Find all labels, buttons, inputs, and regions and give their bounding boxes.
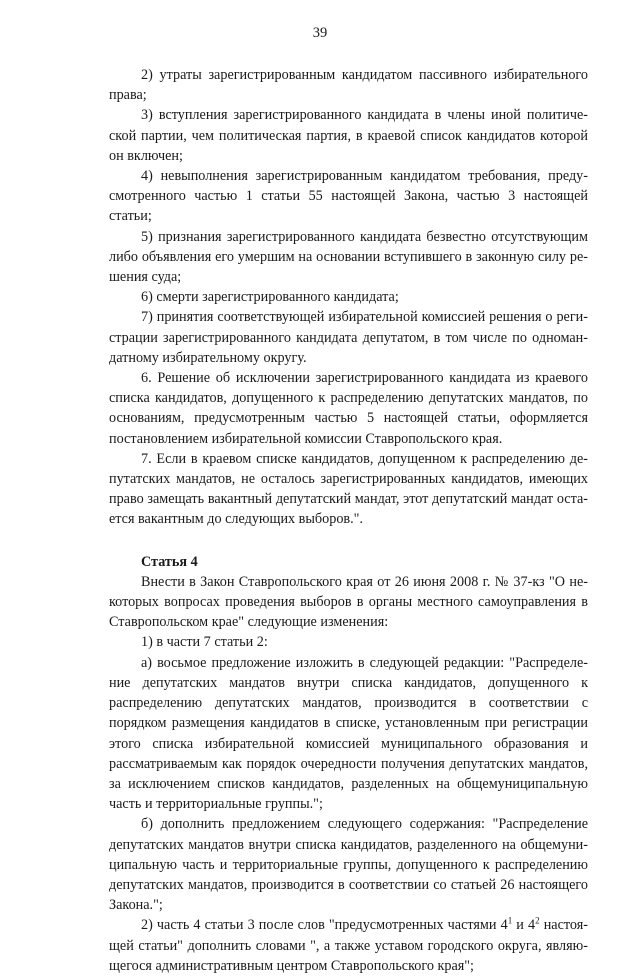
paragraph: 7. Если в краевом списке кандидатов, допущенном к распределению депутатских мандатов, не осталось зарегистрированных кандидатов, имеющих право замещать вакантный депутатский мандат, этот депутатский мандат остается вакантным до следующих выборов.".: [109, 450, 588, 528]
paragraph: Внести в Закон Ставропольского края от 26 июня 2008 г. № 37-кз "О некоторых вопросах проведения выборов в органы местного самоуправления в Ставропольском крае" следующие изменения:: [109, 573, 588, 631]
paragraph: 6) смерти зарегистрированного кандидата;: [141, 289, 399, 306]
paragraph: 5) признания зарегистрированного кандидата безвестно отсутствующим либо объявления его умершим на основании вступившего в законную силу решения суда;: [109, 228, 588, 286]
document-body: [109, 65, 588, 976]
superscript: 2: [535, 915, 540, 926]
page-number: 39: [312, 25, 328, 41]
text-fragment: и 4: [512, 917, 536, 934]
paragraph: 6. Решение об исключении зарегистрированного кандидата из краевого списка кандидатов, допущенного к распределению депутатских мандатов, по основаниям, предусмотренным частью 5 настоящей статьи, оформляется постановлением избирательной комиссии Ставропольского края.: [109, 370, 588, 447]
text-fragment: настоящей статьи" дополнить словами ", а также уставом городского округа, являющегося административным центром Ставропольского края";: [109, 917, 588, 974]
paragraph: 7) принятия соответствующей избирательной комиссией решения о регистрации зарегистрированного кандидата депутатом, в том числе по одномандатному избирательному округу.: [109, 309, 588, 366]
paragraph: 3) вступления зарегистрированного кандидата в члены иной политической партии, чем политическая партия, в краевой список кандидатов которой он включен;: [109, 107, 588, 164]
paragraph: 1) в части 7 статьи 2:: [141, 634, 268, 651]
article-heading: Статья 4: [141, 553, 198, 570]
paragraph: а) восьмое предложение изложить в следующей редакции: "Распределение депутатских мандатов внутри списка кандидатов, допущенного к распределению депутатских мандатов, производится в соответствии с порядком размещения кандидатов в списке, установленным при регистрации этого списка избирательной комиссией муниципального образования и рассматриваемым как порядок очередности получения депутатских мандатов, за исключением списков кандидатов, разделенных на общемуниципальную часть и территориальные группы.";: [109, 654, 588, 813]
superscript: 1: [507, 915, 513, 926]
text-fragment: 2) часть 4 статьи 3 после слов "предусмотренных частями 4: [141, 917, 508, 934]
paragraph: б) дополнить предложением следующего содержания: "Распределение депутатских мандатов внутри списка кандидатов, разделенного на общемуниципальную часть и территориальные группы, допущенного к распределению депутатских мандатов, производится в соответствии со статьей 26 настоящего Закона.";: [109, 816, 588, 914]
paragraph-last: [109, 915, 588, 976]
paragraph: 2) утраты зарегистрированным кандидатом пассивного избирательного права;: [109, 67, 588, 104]
paragraph: 4) невыполнения зарегистрированным кандидатом требования, предусмотренного частью 1 статьи 55 настоящей Закона, частью 3 настоящей статьи;: [109, 168, 588, 225]
